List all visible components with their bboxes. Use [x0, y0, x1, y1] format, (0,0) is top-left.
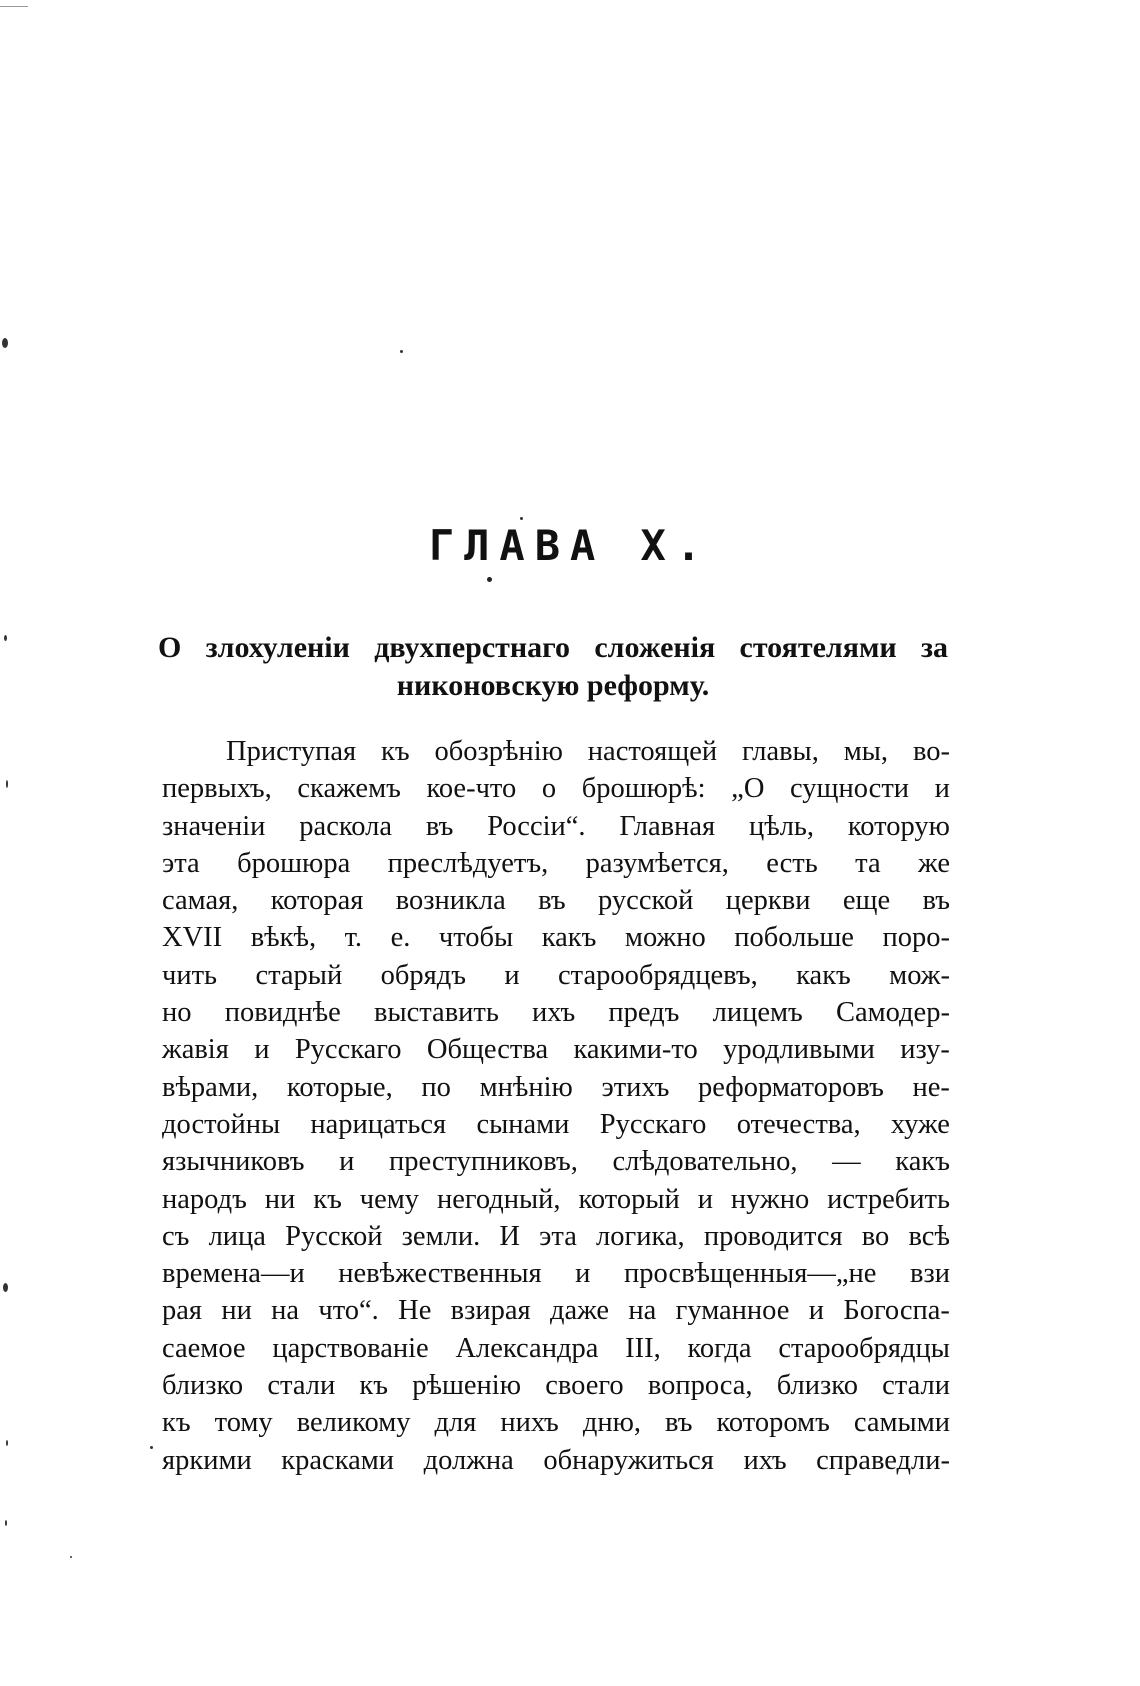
word: повиднѣе: [224, 997, 341, 1029]
text-line: [162, 770, 950, 807]
word: великому: [296, 1407, 411, 1439]
word: мож-: [889, 959, 950, 991]
word: Общества: [426, 1034, 549, 1066]
word: не-: [912, 1071, 950, 1103]
word: мнѣнію: [479, 1071, 573, 1103]
subtitle-word: за: [920, 631, 948, 664]
word: которую: [847, 810, 950, 842]
word: и: [254, 1034, 270, 1066]
word: невѣжественныя: [338, 1258, 542, 1290]
word: самыми: [853, 1407, 950, 1439]
word: должна: [423, 1444, 514, 1476]
word: дню,: [582, 1407, 641, 1439]
word: къ: [313, 1183, 342, 1215]
word: главы,: [741, 736, 819, 767]
word: реформаторовъ: [697, 1071, 884, 1103]
word: гуманное: [675, 1295, 790, 1327]
word: и: [339, 1146, 355, 1178]
word: нихъ: [500, 1407, 559, 1439]
text-line: [162, 1069, 950, 1106]
word: яркими: [162, 1444, 252, 1476]
word: хуже: [890, 1108, 950, 1140]
word: выставить: [373, 997, 499, 1029]
word: какъ: [895, 1146, 950, 1178]
text-line: [162, 1442, 950, 1479]
word: вѣрами,: [162, 1071, 259, 1103]
word: ни: [264, 1183, 296, 1215]
word: есть: [766, 847, 818, 879]
word: чить: [162, 959, 218, 991]
word: брошюра: [237, 847, 351, 879]
subtitle-word: злохуленіи: [205, 631, 350, 664]
word: этихъ: [601, 1071, 670, 1103]
subtitle-word: сложенія: [594, 631, 716, 664]
word: съ: [162, 1220, 190, 1252]
text-line: [162, 1143, 950, 1180]
word: можно: [624, 922, 706, 954]
word: близко: [776, 1370, 858, 1402]
word: церкви: [725, 885, 811, 917]
word: скажемъ: [297, 773, 401, 805]
word: эта: [162, 847, 200, 879]
text-line: [162, 1404, 950, 1441]
word: рая: [162, 1295, 203, 1327]
word: старый: [255, 959, 343, 991]
word: для: [434, 1407, 477, 1439]
word: разумѣется,: [585, 847, 729, 879]
word: побольше: [734, 922, 854, 954]
word: на: [271, 1295, 300, 1327]
word: старообрядцевъ,: [558, 959, 758, 991]
word: времена—и: [162, 1258, 305, 1290]
word: изу-: [900, 1034, 950, 1066]
word: еще: [842, 885, 891, 917]
word: близко: [162, 1370, 244, 1402]
word: чтобы: [438, 922, 514, 954]
word: саемое: [162, 1332, 246, 1364]
word: преступниковъ,: [389, 1146, 578, 1178]
subtitle-word: стоятелями: [739, 631, 897, 664]
word: самая,: [162, 885, 239, 917]
text-line: [162, 882, 950, 919]
chapter-subtitle-line-1: [158, 630, 948, 666]
word: раскола: [299, 810, 392, 842]
word: когда: [687, 1332, 752, 1364]
word: и: [575, 1258, 591, 1290]
word: въ: [922, 885, 950, 917]
word: Самодер-: [835, 997, 950, 1029]
word: вопроса,: [647, 1370, 753, 1402]
word: обнаружиться: [543, 1444, 714, 1476]
word: взирая: [450, 1295, 531, 1327]
word: поро-: [882, 922, 950, 954]
word: и: [808, 1295, 825, 1327]
word: которые,: [286, 1071, 393, 1103]
word: предъ: [608, 997, 680, 1029]
word: который: [578, 1183, 680, 1215]
word: достойны: [162, 1108, 281, 1140]
word: слѣдовательно,: [612, 1146, 798, 1178]
word: Русской: [285, 1220, 383, 1252]
word: которомъ: [716, 1407, 830, 1439]
word: какими-то: [573, 1034, 698, 1066]
word: Русскаго: [294, 1034, 402, 1066]
scan-edge-mark: [0, 6, 28, 7]
word: обрядъ: [380, 959, 466, 991]
word: во-: [912, 736, 950, 767]
word: и: [697, 1183, 713, 1215]
word: уродливыми: [723, 1034, 875, 1066]
word: Россіи“.: [487, 810, 586, 842]
text-line: [162, 1031, 950, 1068]
word: ихъ: [743, 1444, 787, 1476]
word: красками: [281, 1444, 395, 1476]
word: и: [504, 959, 520, 991]
word: XVII: [162, 922, 223, 954]
word: какъ: [541, 922, 597, 954]
word: царствованіе: [272, 1332, 429, 1364]
word: которая: [270, 885, 364, 917]
word: е.: [390, 922, 411, 954]
word: всѣ: [908, 1220, 950, 1252]
word: отечества,: [736, 1108, 861, 1140]
word: что“.: [318, 1295, 379, 1327]
word: въ: [665, 1407, 693, 1439]
title-dot: [487, 577, 492, 582]
text-line: [162, 845, 950, 882]
word: ихъ: [532, 997, 576, 1029]
text-line: [162, 957, 950, 994]
word: обозрѣнію: [434, 736, 563, 767]
word: И: [499, 1220, 520, 1252]
word: стали: [267, 1370, 336, 1402]
text-line: [162, 808, 950, 845]
word: жавія: [162, 1034, 229, 1066]
word: —: [832, 1146, 861, 1178]
word: въ: [425, 810, 454, 842]
word: на: [628, 1295, 657, 1327]
word: сынами: [476, 1108, 570, 1140]
word: взи: [910, 1258, 950, 1290]
text-line: [162, 733, 950, 770]
word: Богоспа-: [843, 1295, 950, 1327]
word: земли.: [401, 1220, 481, 1252]
word: возникла: [395, 885, 506, 917]
word: проводится: [703, 1220, 843, 1252]
word: нужно: [730, 1183, 810, 1215]
word: и: [934, 773, 950, 805]
subtitle-word: двухперстнаго: [374, 631, 571, 664]
word: тому: [214, 1407, 273, 1439]
word: вѣкѣ,: [250, 922, 317, 954]
word: въ: [538, 885, 566, 917]
word: негодный,: [436, 1183, 561, 1215]
word: народъ: [162, 1183, 247, 1215]
word: Александра: [455, 1332, 599, 1364]
word: во: [861, 1220, 890, 1252]
word: своего: [545, 1370, 624, 1402]
word: чему: [359, 1183, 420, 1215]
text-line: [162, 1106, 950, 1143]
word: III,: [625, 1332, 661, 1364]
word: значеніи: [162, 810, 266, 842]
word: къ: [162, 1407, 191, 1439]
word: настоящей: [587, 736, 718, 767]
text-line: [162, 919, 950, 956]
text-line: [162, 1218, 950, 1255]
word: логика,: [596, 1220, 685, 1252]
word: сущности: [790, 773, 910, 805]
word: Приступая: [226, 736, 357, 767]
word: Русскаго: [599, 1108, 707, 1140]
word: Не: [398, 1295, 432, 1327]
chapter-subtitle-line-2: никоновскую реформу.: [396, 669, 710, 702]
word: справедли-: [816, 1444, 950, 1476]
text-line: [162, 994, 950, 1031]
word: къ: [359, 1370, 389, 1402]
word: цѣль,: [748, 810, 815, 842]
word: даже: [549, 1295, 610, 1327]
word: какъ: [796, 959, 851, 991]
word: просвѣщенныя—„не: [623, 1258, 877, 1290]
word: „О: [731, 773, 765, 805]
word: русской: [598, 885, 694, 917]
word: преслѣдуетъ,: [387, 847, 549, 879]
word: т.: [344, 922, 363, 954]
word: язычниковъ: [162, 1146, 305, 1178]
word: брошюрѣ:: [581, 773, 706, 805]
text-line: [162, 1255, 950, 1292]
word: къ: [380, 736, 410, 767]
word: истребить: [827, 1183, 950, 1215]
word: Главная: [619, 810, 716, 842]
word: та: [855, 847, 881, 879]
word: лица: [208, 1220, 266, 1252]
word: ни: [221, 1295, 252, 1327]
text-line: [162, 1292, 950, 1329]
subtitle-word: О: [158, 631, 182, 664]
word: но: [162, 997, 192, 1029]
word: по: [421, 1071, 451, 1103]
word: лицемъ: [712, 997, 803, 1029]
word: стали: [882, 1370, 950, 1402]
text-line: [162, 1330, 950, 1367]
text-line: [162, 1181, 950, 1218]
word: о: [541, 773, 557, 805]
word: рѣшенію: [412, 1370, 522, 1402]
word: старообрядцы: [778, 1332, 950, 1364]
word: мы,: [843, 736, 889, 767]
word: первыхъ,: [162, 773, 272, 805]
word: кое-что: [426, 773, 517, 805]
chapter-title: ГЛАВА X.: [428, 521, 712, 570]
word: же: [918, 847, 950, 879]
word: нарицаться: [310, 1108, 447, 1140]
word: эта: [539, 1220, 577, 1252]
text-line: [162, 1367, 950, 1404]
body-text: [162, 733, 950, 1479]
